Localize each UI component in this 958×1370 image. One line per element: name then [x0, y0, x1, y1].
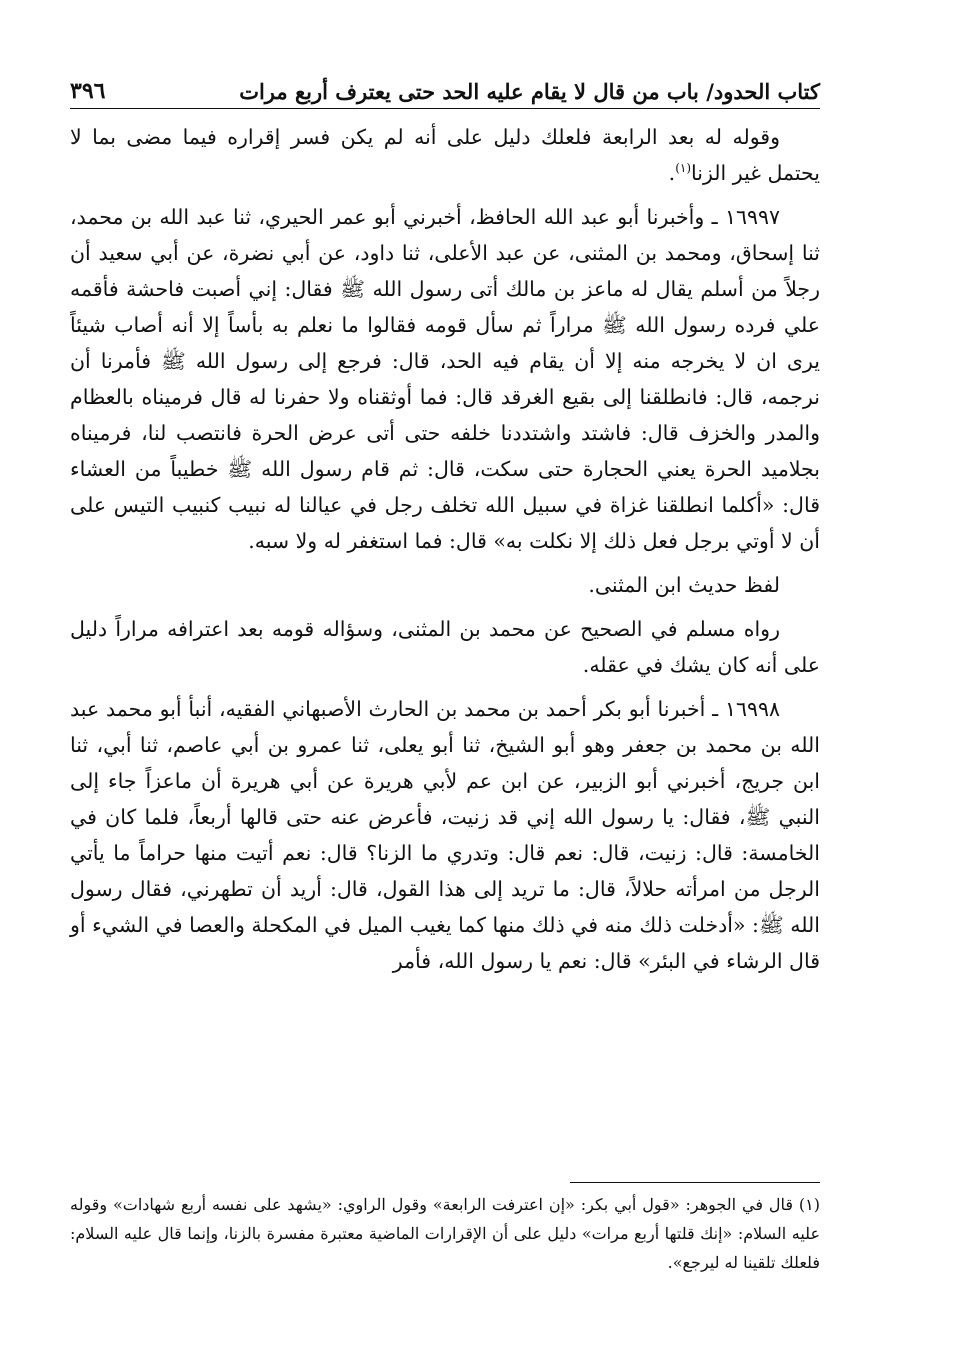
page-number: ٣٩٦ — [70, 78, 106, 104]
paragraph-text: وقوله له بعد الرابعة فلعلك دليل على أنه لم يكن فسر إقراره فيما مضى بما لا يحتمل غير الزنا — [70, 125, 820, 185]
footnote-reference: (١) — [675, 161, 692, 176]
paragraph-continuation — [70, 119, 820, 191]
narration-note: رواه مسلم في الصحيح عن محمد بن المثنى، وسؤاله قومه بعد اعترافه مراراً دليل على أنه كان يشك في عقله. — [70, 617, 820, 677]
hadith-16997: ١٦٩٩٧ ـ وأخبرنا أبو عبد الله الحافظ، أخبرني أبو عمر الحيري، ثنا عبد الله بن محمد، ثنا إسحاق، ومحمد بن المثنى، عن عبد الأعلى، ثنا داود، عن أبي نضرة، عن أبي سعيد أن رجلاً من أسلم يقال له ماعز بن مالك أتى رسول الله ﷺ فقال: إني أصبت فاحشة فأقمه علي فرده رسول الله ﷺ مراراً ثم سأل قومه فقالوا ما نعلم به بأساً إلا أنه أصاب شيئاً يرى ان لا يخرجه منه إلا أن يقام فيه الحد، قال: فرجع إلى رسول الله ﷺ فأمرنا أن نرجمه، قال: فانطلقنا إلى بقيع الغرقد قال: فما أوثقناه ولا حفرنا له قال فرميناه بالعظام والمدر والخزف قال: فاشتد واشتددنا خلفه حتى أتى عرض الحرة فانتصب لنا، فرميناه بجلاميد الحرة يعني الحجارة حتى سكت، قال: ثم قام رسول الله ﷺ خطيباً من العشاء قال: «أكلما انطلقنا غزاة في سبيل الله تخلف رجل في عيالنا له نبيب كنبيب التيس على أن لا أوتي برجل فعل ذلك إلا نكلت به» قال: فما استغفر له ولا سبه. — [70, 205, 820, 553]
footnotes — [70, 1190, 820, 1277]
page-header — [70, 68, 820, 109]
running-title: كتاب الحدود/ باب من قال لا يقام عليه الحد حتى يعترف أربع مرات — [239, 79, 820, 108]
wording-note: لفظ حديث ابن المثنى. — [588, 573, 780, 597]
main-text — [70, 119, 820, 979]
hadith-16998: ١٦٩٩٨ ـ أخبرنا أبو بكر أحمد بن محمد بن الحارث الأصبهاني الفقيه، أنبأ أبو محمد عبد الله بن محمد بن جعفر وهو أبو الشيخ، ثنا أبو يعلى، ثنا عمرو بن أبي عاصم، ثنا أبي، ثنا ابن جريج، أخبرني أبو الزبير، عن ابن عم لأبي هريرة عن أبي هريرة أن ماعزاً جاء إلى النبي ﷺ، فقال: يا رسول الله إني قد زنيت، فأعرض عنه حتى قالها أربعاً، فلما كان في الخامسة: قال: زنيت، قال: نعم قال: وتدري ما الزنا؟ قال: نعم أتيت منها حراماً ما يأتي الرجل من امرأته حلالاً، قال: ما تريد إلى هذا القول، قال: أريد أن تطهرني، فقال رسول الله ﷺ: «أدخلت ذلك منه في ذلك منها كما يغيب الميل في المكحلة والعصا في الشيء أو قال الرشاء في البئر» قال: نعم يا رسول الله، فأمر — [70, 697, 820, 973]
footnote-divider — [570, 1182, 820, 1183]
book-page — [70, 68, 820, 1308]
paragraph-end-mark: . — [668, 161, 676, 185]
footnote-1: (١) قال في الجوهر: «قول أبي بكر: «إن اعترفت الرابعة» وقول الراوي: «يشهد على نفسه أربع شهادات» وقوله عليه السلام: «إنك قلتها أربع مرات» دليل على أن الإقرارات الماضية معتبرة مفسرة بالزنا، وإنما قال عليه السلام: فلعلك تلقينا له ليرجع». — [70, 1195, 820, 1272]
